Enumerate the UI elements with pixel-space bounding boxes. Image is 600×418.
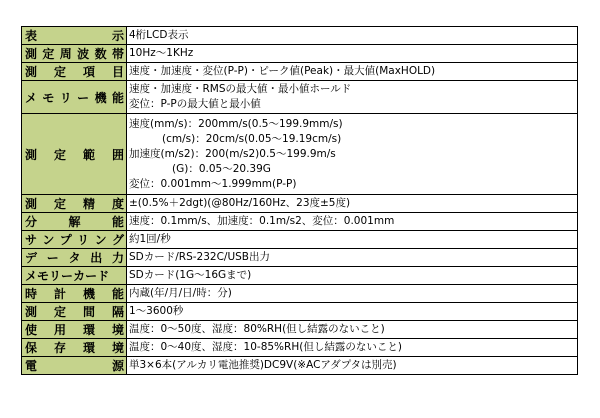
spec-label-char: カ <box>73 269 86 283</box>
spec-label-text <box>22 321 126 338</box>
spec-label-char: 能 <box>111 215 124 229</box>
spec-label-text <box>22 89 126 106</box>
spec-label-char: デ <box>25 251 38 265</box>
spec-value-line: 加速度(m/s2)：200(m/s2)0.5～199.9m/s <box>129 147 336 160</box>
spec-row <box>22 45 578 63</box>
spec-label-char: 用 <box>53 323 66 337</box>
spec-label-char: 間 <box>82 305 95 319</box>
spec-label <box>22 213 127 231</box>
spec-label-char: 表 <box>25 29 38 43</box>
spec-label <box>22 249 127 267</box>
spec-label <box>22 285 127 303</box>
spec-label-char: モ <box>37 269 50 283</box>
spec-label-char: 定 <box>53 197 66 211</box>
spec-label-char: 隔 <box>111 305 124 319</box>
spec-label-text <box>22 27 126 44</box>
spec-label-char: 境 <box>111 323 124 337</box>
spec-value <box>127 213 578 231</box>
spec-label-text <box>22 249 126 266</box>
spec-label-text <box>22 357 126 374</box>
spec-row <box>22 321 578 339</box>
spec-row <box>22 231 578 249</box>
spec-label-char: 帯 <box>111 47 124 61</box>
spec-value <box>127 339 578 357</box>
spec-label <box>22 27 127 45</box>
spec-value <box>127 267 578 285</box>
spec-label <box>22 321 127 339</box>
spec-value-line: 内蔵(年/月/日/時：分) <box>129 287 232 299</box>
spec-label <box>22 81 127 114</box>
spec-label-char: ー <box>61 269 74 283</box>
spec-label-char: 測 <box>25 197 38 211</box>
spec-value-line: (cm/s)：20cm/s(0.05～19.19cm/s) <box>162 132 342 145</box>
spec-label-text <box>22 339 126 356</box>
spec-row <box>22 285 578 303</box>
spec-value <box>127 231 578 249</box>
spec-value <box>127 81 578 114</box>
spec-label-char: リ <box>77 233 90 247</box>
spec-row <box>22 27 578 45</box>
spec-value <box>127 114 578 195</box>
spec-label-char: 項 <box>82 65 95 79</box>
spec-label-char: 使 <box>25 323 38 337</box>
spec-label-char: 計 <box>53 287 66 301</box>
spec-label-char: 囲 <box>111 147 124 162</box>
spec-value <box>127 249 578 267</box>
spec-label-char: 機 <box>82 287 95 301</box>
spec-label-char: プ <box>59 233 72 247</box>
spec-value-line: SDカード/RS-232C/USB出力 <box>129 251 271 263</box>
spec-value-line: 速度・加速度・RMSの最大値・最小値ホールド <box>129 83 352 95</box>
spec-label-char: 源 <box>111 359 124 373</box>
spec-value-line: 単3×6本(アルカリ電池推奨)DC9V(※ACアダプタは別売) <box>129 359 397 371</box>
spec-label-char: リ <box>59 90 72 105</box>
spec-row <box>22 81 578 114</box>
spec-label-text <box>22 195 126 212</box>
spec-row <box>22 63 578 81</box>
spec-label-text <box>22 285 126 302</box>
spec-value-line: 速度：0.1mm/s、加速度：0.1m/s2、変位：0.001mm <box>129 215 395 227</box>
spec-label-char: モ <box>42 90 55 105</box>
spec-label-char: 境 <box>111 341 124 355</box>
spec-label-char: ー <box>85 269 98 283</box>
spec-label-char: 数 <box>94 47 107 61</box>
spec-label-char: 精 <box>82 197 95 211</box>
spec-label <box>22 357 127 375</box>
spec-label-char: 波 <box>77 47 90 61</box>
spec-label-char: 分 <box>25 215 38 229</box>
spec-label-char: 測 <box>25 65 38 79</box>
spec-label-char: ン <box>94 233 107 247</box>
spec-table-body <box>22 27 578 375</box>
spec-value <box>127 303 578 321</box>
spec-label-char: 目 <box>111 65 124 79</box>
spec-value <box>127 63 578 81</box>
spec-label-char: 解 <box>68 215 81 229</box>
spec-value-line: 速度(mm/s)：200mm/s(0.5～199.9mm/s) <box>129 117 343 130</box>
spec-label-text <box>22 45 126 62</box>
spec-label-char: 保 <box>25 341 38 355</box>
spec-value-line: SDカード(1G～16Gまで) <box>129 269 252 281</box>
spec-value-line: 速度・加速度・変位(P-P)・ピーク値(Peak)・最大値(MaxHOLD) <box>129 65 436 77</box>
spec-label-char: 周 <box>59 47 72 61</box>
spec-label-char: ー <box>77 90 90 105</box>
spec-row <box>22 357 578 375</box>
spec-label-char: 環 <box>82 341 95 355</box>
spec-row <box>22 114 578 195</box>
spec-value-line: 温度：0～40度、湿度：10-85%RH(但し結露のないこと) <box>129 341 402 353</box>
spec-label-char: 測 <box>25 47 38 61</box>
spec-label-char: 電 <box>25 359 38 373</box>
spec-label-char: 存 <box>53 341 66 355</box>
spec-row <box>22 303 578 321</box>
spec-value <box>127 195 578 213</box>
spec-value-line: 約1回/秒 <box>129 233 171 245</box>
spec-value <box>127 45 578 63</box>
spec-label-char: グ <box>111 233 124 247</box>
spec-label <box>22 303 127 321</box>
spec-label-text <box>22 267 126 284</box>
spec-label-char: メ <box>25 269 38 283</box>
spec-label-char: 能 <box>111 287 124 301</box>
spec-row <box>22 339 578 357</box>
spec-label-char: 定 <box>53 65 66 79</box>
spec-value-line: 10Hz～1KHz <box>129 47 194 59</box>
spec-label-char: 力 <box>111 251 124 265</box>
spec-label <box>22 63 127 81</box>
spec-value-line: 1～3600秒 <box>129 305 184 317</box>
spec-label-char: 定 <box>53 147 66 162</box>
spec-label-char: 度 <box>111 197 124 211</box>
spec-label <box>22 339 127 357</box>
spec-label-char: 機 <box>94 90 107 105</box>
spec-label <box>22 195 127 213</box>
spec-label-char: 時 <box>25 287 38 301</box>
spec-label-char: 環 <box>82 323 95 337</box>
spec-label <box>22 45 127 63</box>
spec-table <box>21 26 578 375</box>
spec-value-line: 変位：0.001mm～1.999mm(P-P) <box>129 177 297 190</box>
spec-label <box>22 267 127 285</box>
spec-label-text <box>22 213 126 230</box>
spec-label-char: 測 <box>25 147 38 162</box>
spec-label-char: 測 <box>25 305 38 319</box>
spec-label-char: 範 <box>82 147 95 162</box>
spec-label-text <box>22 146 126 163</box>
spec-label-char: ド <box>97 269 110 283</box>
spec-row <box>22 267 578 285</box>
spec-label-text <box>22 63 126 80</box>
spec-label-char: リ <box>49 269 62 283</box>
spec-label-char: タ <box>68 251 81 265</box>
spec-value-line: 変位：P-Pの最大値と最小値 <box>129 98 261 110</box>
spec-value-line: (G)：0.05～20.39G <box>172 162 271 175</box>
spec-label <box>22 114 127 195</box>
spec-label-text <box>22 231 126 248</box>
spec-value <box>127 357 578 375</box>
spec-label-char: 定 <box>42 47 55 61</box>
spec-value <box>127 27 578 45</box>
spec-row <box>22 249 578 267</box>
spec-value-line: ±(0.5%＋2dgt)(@80Hz/160Hz、23度±5度) <box>129 197 351 209</box>
spec-value <box>127 321 578 339</box>
spec-label-char: 定 <box>53 305 66 319</box>
spec-label-char: サ <box>25 233 38 247</box>
spec-value <box>127 285 578 303</box>
spec-label-char: ー <box>46 251 59 265</box>
spec-label <box>22 231 127 249</box>
spec-label-char: メ <box>25 90 38 105</box>
spec-label-char: 能 <box>111 90 124 105</box>
spec-label-text <box>22 303 126 320</box>
spec-label-char: 示 <box>111 29 124 43</box>
spec-value-line: 4桁LCD表示 <box>129 29 189 41</box>
spec-value-line: 温度：0～50度、湿度：80%RH(但し結露のないこと) <box>129 323 385 335</box>
spec-row <box>22 213 578 231</box>
spec-label-char: 出 <box>90 251 103 265</box>
spec-label-char: ン <box>42 233 55 247</box>
spec-row <box>22 195 578 213</box>
